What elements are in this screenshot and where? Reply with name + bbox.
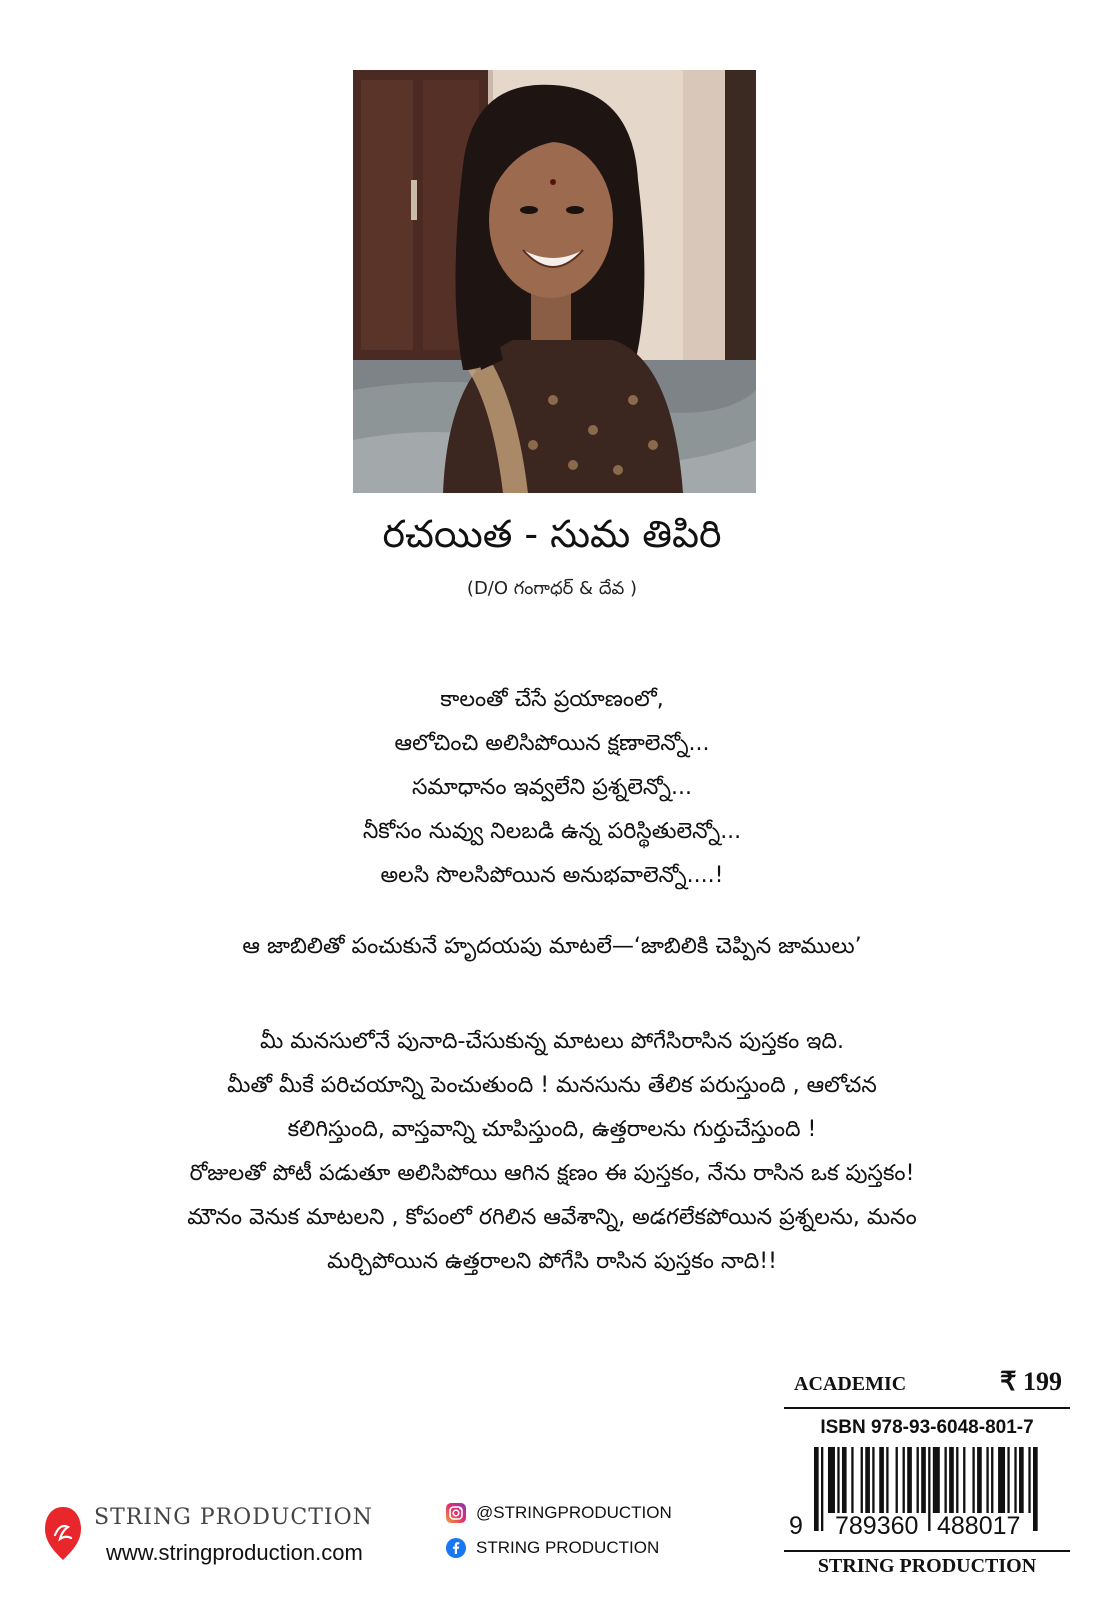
instagram-label: @STRINGPRODUCTION	[476, 1503, 672, 1522]
facebook-icon	[446, 1538, 466, 1558]
barcode-publisher: STRING PRODUCTION	[817, 1555, 1037, 1577]
paragraph-line: మీతో మీకే పరిచయాన్ని పెంచుతుంది ! మనసును తేలిక పరుస్తుంది , ఆలోచన	[227, 1073, 877, 1098]
paragraph-line: కలిగిస్తుంది, వాస్తవాన్ని చూపిస్తుంది, ఉత్తరాలను గుర్తుచేస్తుంది !	[287, 1117, 817, 1142]
barcode-digits-right: 488017	[934, 1513, 1023, 1539]
facebook-page[interactable]	[446, 1538, 659, 1558]
divider	[784, 1407, 1070, 1409]
book-category: ACADEMIC	[794, 1373, 907, 1395]
publisher-website-link[interactable]: www.stringproduction.com	[106, 1540, 363, 1565]
author-parentage: (D/O గంగాధర్ & దేవ )	[466, 578, 638, 599]
barcode-digits-left: 789360	[832, 1513, 921, 1539]
divider	[784, 1550, 1070, 1552]
instagram-icon	[446, 1503, 466, 1523]
paragraph-line: రోజులతో పోటీ పడుతూ అలిసిపోయి ఆగిన క్షణం ఈ పుస్తకం, నేను రాసిన ఒక పుస్తకం!	[189, 1161, 915, 1186]
paragraph-line: మౌనం వెనుక మాటలని , కోపంలో రగిలిన ఆవేశాన్ని, అడగలేకపోయిన ప్రశ్నలను, మనం	[187, 1205, 917, 1230]
isbn-number: ISBN 978-93-6048-801-7	[820, 1417, 1034, 1438]
book-price: ₹ 199	[999, 1367, 1062, 1396]
paragraph-line: మర్చిపోయిన ఉత్తరాలని పోగేసి రాసిన పుస్తకం నాది!!	[327, 1249, 777, 1274]
poem-line: నీకోసం నువ్వు నిలబడి ఉన్న పరిస్థితులెన్నో...	[362, 819, 742, 844]
poem-line: కాలంతో చేసే ప్రయాణంలో,	[440, 687, 664, 712]
description-paragraph	[60, 1020, 1044, 1284]
poem-line: సమాధానం ఇవ్వలేని ప్రశ్నలెన్నో...	[411, 775, 693, 800]
barcode-block	[784, 1365, 1070, 1585]
instagram-handle[interactable]	[446, 1503, 672, 1523]
paragraph-line: మీ మనసులోనే పునాది-చేసుకున్న మాటలు పోగేసిరాసిన పుస్తకం ఇది.	[260, 1029, 844, 1054]
barcode-digit-first: 9	[786, 1513, 806, 1539]
author-photo	[353, 70, 756, 493]
poem-line: ఆలోచించి అలిసిపోయిన క్షణాలెన్నో...	[394, 731, 710, 756]
publisher-name: STRING PRODUCTION	[94, 1505, 373, 1530]
facebook-label: STRING PRODUCTION	[476, 1538, 660, 1557]
poem-line: అలసి సొలసిపోయిన అనుభవాలెన్నో....!	[380, 863, 724, 888]
author-title: రచయిత - సుమ తిపిరి	[382, 512, 722, 556]
publisher-logo-icon	[44, 1505, 82, 1561]
tagline: ఆ జాబిలితో పంచుకునే హృదయపు మాటలే—‘జాబిలికి చెప్పిన జాములు’	[242, 934, 862, 959]
poem	[0, 678, 1104, 898]
